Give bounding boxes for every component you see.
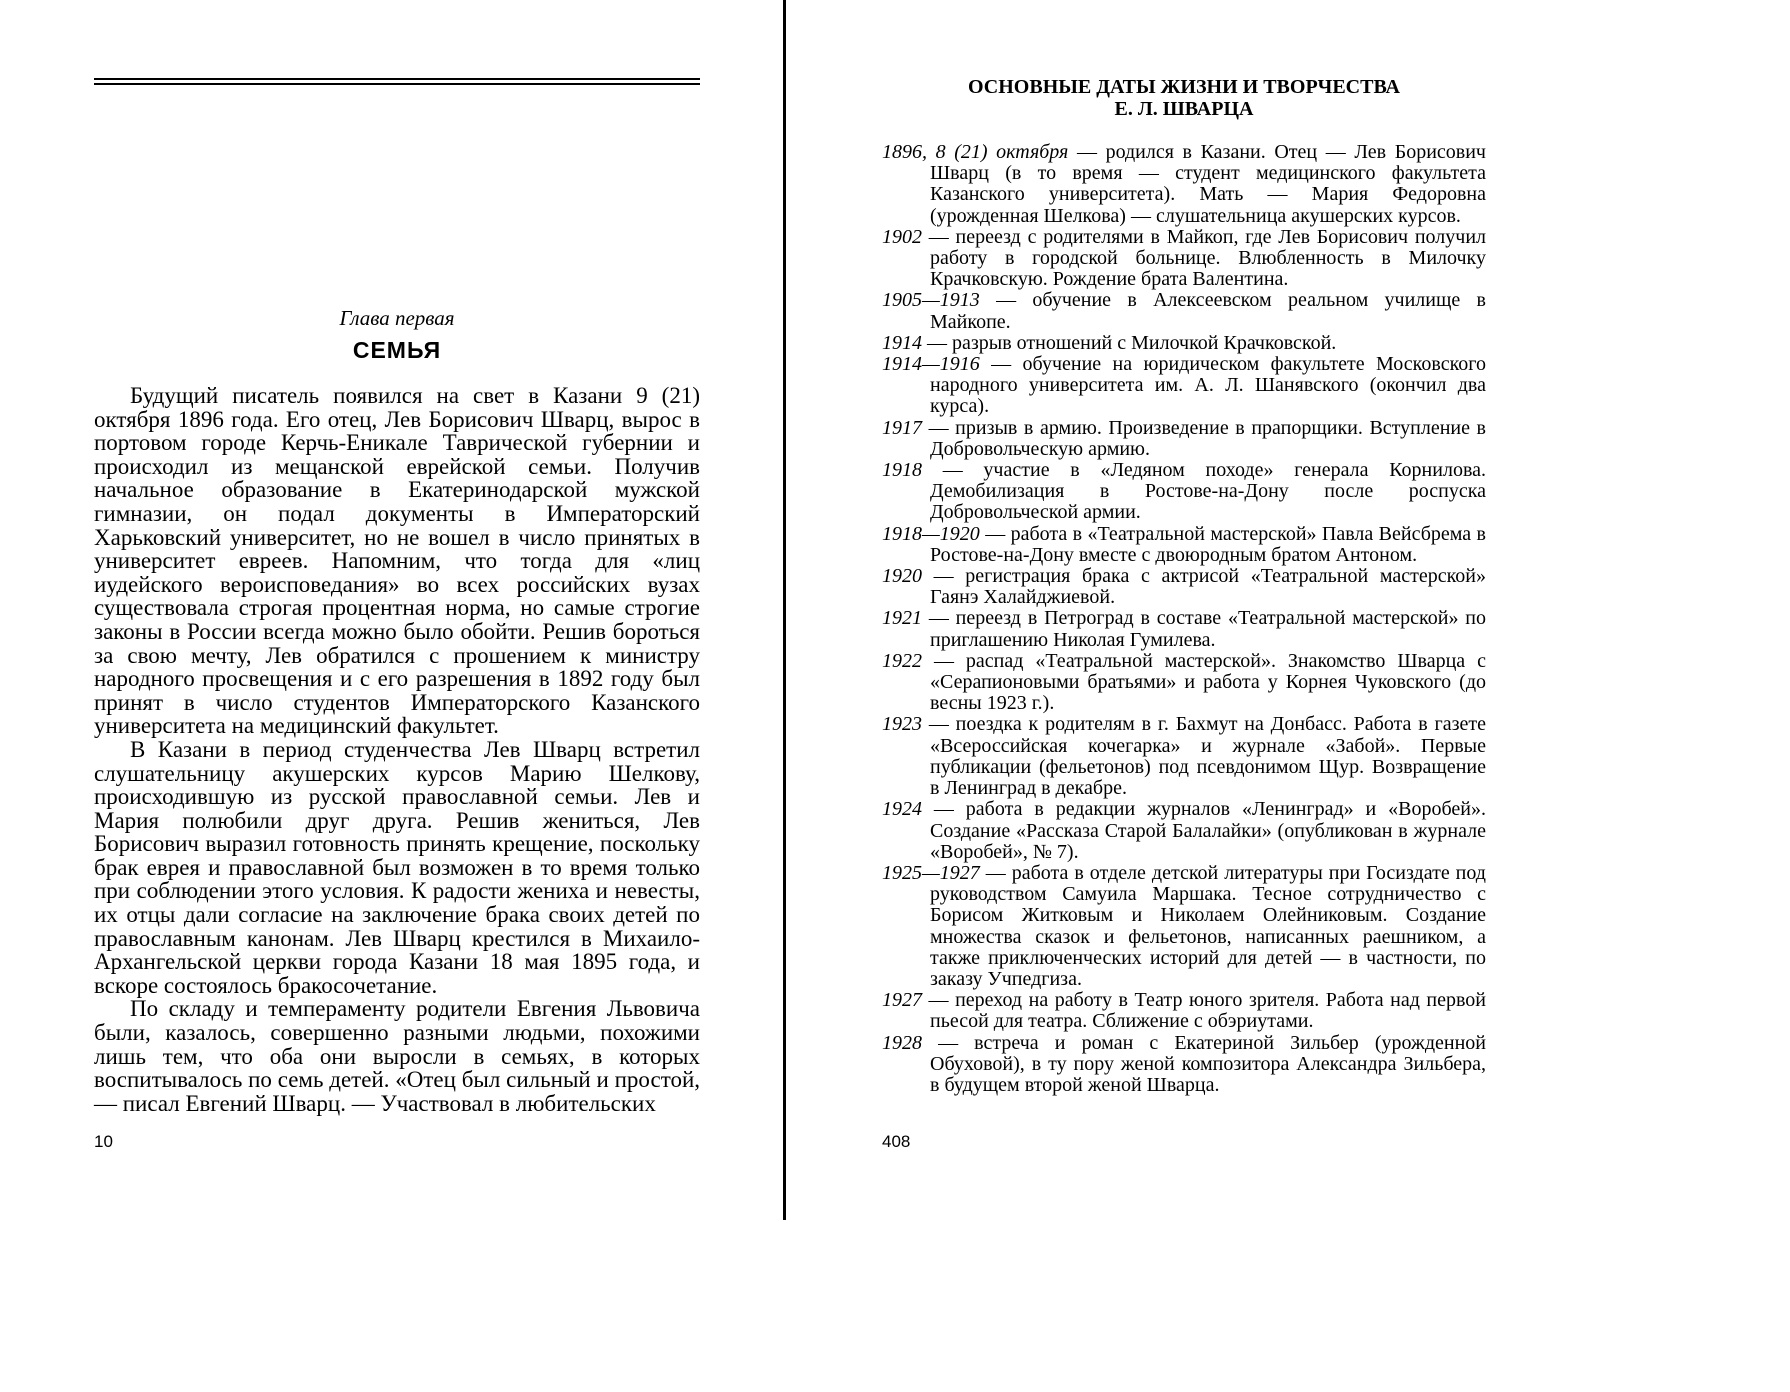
entry-date: 1922 [882, 649, 922, 672]
chronology-entry [882, 333, 1486, 354]
entry-text: — работа в редакции журналов «Ленинград» и «Воробей». Создание «Рассказа Старой Балалайки» (опубликован в журнале «Воробей», № 7). [922, 798, 1486, 863]
chronology-entry [882, 863, 1486, 990]
header-rule-bottom [94, 83, 700, 85]
chapter-label: Глава первая [339, 306, 455, 330]
entry-date: 1927 [882, 989, 922, 1012]
chapter-title: СЕМЬЯ [352, 337, 442, 363]
entry-date: 1925—1927 [882, 861, 980, 884]
entry-date: 1918 [882, 459, 922, 482]
entry-date: 1924 [882, 798, 922, 821]
chronology-entry [882, 566, 1486, 608]
entry-text: — участие в «Ледяном походе» генерала Корнилова. Демобилизация в Ростове-на-Дону после роспуска Добровольческой армии. [922, 459, 1486, 524]
entry-text: — родился в Казани. Отец — Лев Борисович Шварц (в то время — студент медицинского факультета Казанского университета). Мать — Мария Федоровна (урожденная Шелкова) — слушательница акушерских курсов. [930, 141, 1486, 227]
header-rule-top [94, 78, 700, 80]
entry-text: — призыв в армию. Произведение в прапорщики. Вступление в Добровольческую армию. [922, 416, 1486, 460]
chronology-title-line: ОСНОВНЫЕ ДАТЫ ЖИЗНИ И ТВОРЧЕСТВА [968, 76, 1400, 98]
chronology-entry [882, 714, 1486, 799]
entry-text: — встреча и роман с Екатериной Зильбер (урожденной Обуховой), в ту пору женой композитора Александра Зильбера, в будущем второй женой Шварца. [922, 1031, 1486, 1096]
entry-text: — работа в отделе детской литературы при Госиздате под руководством Самуила Маршака. Тесное сотрудничество с Борисом Житковым и Николаем Олейниковым. Создание множества сказок и фельетонов, написанных раешником, а также приключенческих историй для детей — в частности, по заказу Учпедгиза. [930, 861, 1486, 990]
chronology-entry [882, 651, 1486, 715]
chronology-entry [882, 418, 1486, 460]
entry-date: 1928 [882, 1031, 922, 1054]
right-page-number: 408 [882, 1132, 911, 1151]
entry-date: 1905—1913 [882, 289, 980, 312]
chronology-entry [882, 799, 1486, 863]
chronology-entry [882, 354, 1486, 418]
entry-date: 1918—1920 [882, 522, 980, 545]
entry-date: 1902 [882, 225, 922, 248]
chronology-entry [882, 290, 1486, 332]
paragraph: Будущий писатель появился на свет в Казани 9 (21) октября 1896 года. Его отец, Лев Борисович Шварц, вырос в портовом городе Керчь-Еникале Таврической губернии и происходил из мещанской еврейской семьи. Получив начальное образование в Екатеринодарской мужской гимназии, он подал документы в Императорский Харьковский университет, но не вошел в число принятых в университет евреев. Напомним, что тогда для «лиц иудейского вероисповедания» во всех российских вузах существовала строгая процентная норма, но самые строгие законы в России всегда можно было обойти. Решив бороться за свою мечту, Лев обратился с прошением к министру народного просвещения и с его разрешения в 1892 году был принят в число студентов Императорского Казанского университета на медицинский факультет. [94, 383, 700, 739]
entry-text: — разрыв отношений с Милочкой Крачковской. [922, 331, 1337, 354]
entry-text: — обучение на юридическом факультете Московского народного университета им. А. Л. Шанявского (окончил два курса). [930, 353, 1486, 418]
chronology-title-line: Е. Л. ШВАРЦА [1114, 98, 1254, 120]
entry-text: — работа в «Театральной мастерской» Павла Вейсбрема в Ростове-на-Дону вместе с двоюродным братом Антоном. [930, 522, 1486, 566]
entry-text: — переход на работу в Театр юного зрителя. Работа над первой пьесой для театра. Сближение с обэриутами. [922, 989, 1486, 1033]
entry-text: — регистрация брака с актрисой «Театральной мастерской» Гаянэ Халайджиевой. [922, 565, 1486, 609]
chronology-entry [882, 990, 1486, 1032]
entry-text: — переезд в Петроград в составе «Театральной мастерской» по приглашению Николая Гумилева. [922, 607, 1486, 651]
entry-date: 1896, 8 (21) октября [882, 141, 1069, 163]
entry-date: 1923 [882, 713, 922, 736]
entry-date: 1917 [882, 416, 922, 439]
chronology-entry [882, 608, 1486, 650]
entry-text: — поездка к родителям в г. Бахмут на Донбасс. Работа в газете «Всероссийская кочегарка» и журнале «Забой». Первые публикации (фельетонов) под псевдонимом Щур. Возвращение в Ленинград в декабре. [922, 713, 1486, 800]
paragraph: В Казани в период студенчества Лев Шварц встретил слушательницу акушерских курсов Марию Шелкову, происходившую из русской православной семьи. Лев и Мария полюбили друг друга. Решив жениться, Лев Борисович выразил готовность принять крещение, поскольку брак еврея и православной был возможен в то время только при соблюдении этого условия. К радости жениха и невесты, их отцы дали согласие на заключение брака своих детей по православным канонам. Лев Шварц крестился в Михаило-Архангельской церкви города Казани 18 мая 1895 года, и вскоре состоялось бракосочетание. [94, 736, 700, 998]
entry-text: — переезд с родителями в Майкоп, где Лев Борисович получил работу в городской больнице. Влюбленность в Милочку Крачковскую. Рождение брата Валентина. [922, 225, 1486, 291]
chronology-title [882, 76, 1486, 120]
entry-date: 1914—1916 [882, 353, 980, 376]
entry-date: 1914 [882, 331, 922, 354]
paragraph: По складу и темпераменту родители Евгения Львовича были, казалось, совершенно разными людьми, похожими лишь тем, что оба они выросли в семьях, в которых воспитывалось по семь детей. «Отец был сильный и простой, — писал Евгений Шварц. — Участвовал в любительских [94, 996, 700, 1116]
chronology-list [882, 142, 1486, 1096]
entry-text: — обучение в Алексеевском реальном училище в Майкопе. [930, 289, 1486, 333]
left-page-number: 10 [94, 1132, 113, 1151]
entry-date: 1921 [882, 607, 922, 630]
chronology-entry [882, 227, 1486, 291]
chronology-entry [882, 524, 1486, 566]
chronology-entry [882, 142, 1486, 227]
entry-text: — распад «Театральной мастерской». Знакомство Шварца с «Серапионовыми братьями» и работа у Корнея Чуковского (до весны 1923 г.). [922, 649, 1486, 715]
book-spine-divider [783, 0, 786, 1220]
chronology-entry [882, 1033, 1486, 1097]
chronology-entry [882, 460, 1486, 524]
chapter-body [94, 384, 700, 1115]
entry-date: 1920 [882, 565, 922, 588]
